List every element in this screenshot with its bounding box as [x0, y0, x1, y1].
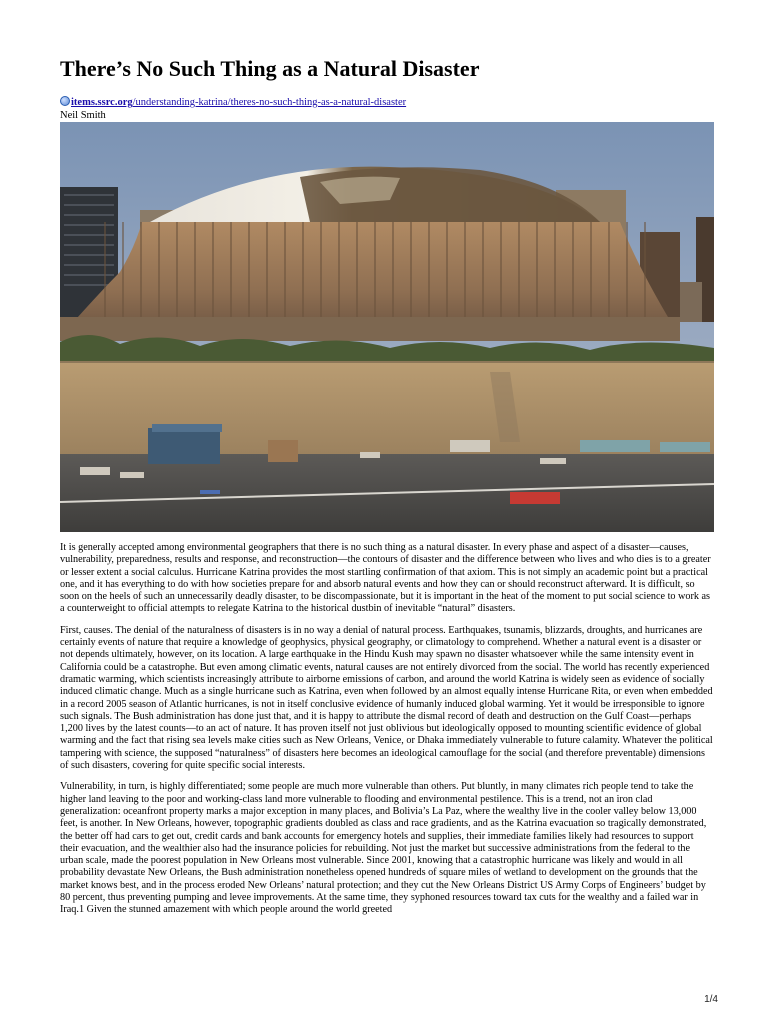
paragraph: It is generally accepted among environmental geographers that there is no such thing as a natural disaster. In every phase and aspect of a disaster—causes, vulnerability, preparedness, results and response, and reconstruction—the contours of disaster and the difference between who lives and who dies is to a greater or lesser extent a social calculus. Hurricane Katrina provides the most startling confirmation of that axiom. This is not simply an academic point but a practical one, and it has everything to do with how societies prepare for and absorb natural events and how they can or should reconstruct afterward. It is difficult, so soon on the heels of such an unnecessarily deadly disaster, to be discompassionate, but it is important in the heat of the moment to put social science to work as a counterweight to official attempts to relegate Katrina to the historical dustbin of inevitable “natural” disasters.: [60, 542, 711, 615]
source-link[interactable]: items.ssrc.org/understanding-katrina/theres-no-such-thing-as-a-natural-disaster: [71, 97, 407, 108]
globe-icon: [60, 96, 70, 106]
paragraph: First, causes. The denial of the naturalness of disasters is in no way a denial of natural process. Earthquakes, tsunamis, blizzards, droughts, and hurricanes are certainly events of nature that require a knowledge of geophysics, physical geography, or climatology to comprehend. Whether a natural event is a disaster or not depends ultimately, however, on its location. A large earthquake in the Hindu Kush may spawn no disaster whatsoever while the same intensity event in California could be a catastrophe. But even among climatic events, natural causes are not entirely divorced from the social. The world has recently experienced dramatic warming, which scientists increasingly attribute to airborne emissions of carbon, and around the world Katrina is widely seen as evidence of socially induced climatic change. Much as a single hurricane such as Katrina, even when followed by an almost equally intense Hurricane Rita, or even when embedded in a record 2005 season of Atlantic hurricanes, is not in itself conclusive evidence of humanly induced global warming. Yet it would be irresponsible to ignore such signals. The Bush administration has done just that, and it is happy to attribute the dismal record of death and destruction on the Gulf Coast—perhaps 1,200 lives by the latest counts—to an act of nature. It has proven itself not just oblivious but ideologically opposed to mounting scientific evidence of global warming and the fact that rising sea levels make cities such as New Orleans, Venice, or Dhaka immediately vulnerable to future calamity. Whatever the political tampering with science, the supposed “naturalness” of disasters here becomes an ideological camouflage for the social (and therefore preventable) dimensions of such disasters, covering for quite specific social interests.: [60, 624, 713, 772]
page-number: 1/4: [704, 994, 718, 1005]
source-line: [60, 96, 406, 109]
author-name: Neil Smith: [60, 110, 106, 121]
page-title: There’s No Such Thing as a Natural Disaster: [60, 56, 480, 81]
superdome-photo: [60, 122, 714, 532]
paragraph: Vulnerability, in turn, is highly differentiated; some people are much more vulnerable than others. Put bluntly, in many climates rich people tend to take the higher land leaving to the poor and working-class land more vulnerable to flooding and environmental pestilence. This is a trend, not an iron clad generalization: oceanfront property marks a major exception in many places, and Bolivia’s La Paz, where the wealthy live in the cooler valley below 13,000 feet, is another. In New Orleans, however, topographic gradients doubled as class and race gradients, and as the Katrina evacuation so tragically demonstrated, the better off had cars to get out, credit cards and bank accounts for emergency hotels and supplies, their immediate families likely had resources to support their evacuation, and the wealthier also had the insurance policies for rebuilding. Not just the market but successive administrations from the federal to the urban scale, made the poorest population in New Orleans most vulnerable. Since 2001, knowing that a catastrophic hurricane was likely and would in all probability devastate New Orleans, the Bush administration nonetheless opened hundreds of square miles of wetland to development on the grounds that the market knows best, and in the process eroded New Orleans’ natural protection; and they cut the New Orleans District US Army Corps of Engineers’ budget by 80 percent, thus preventing pumping and levee improvements. At the same time, they syphoned resources toward tax cuts for the wealthy and a failed war in Iraq.1 Given the stunned amazement with which people around the world greeted: [60, 781, 707, 916]
article-body: [60, 542, 714, 926]
